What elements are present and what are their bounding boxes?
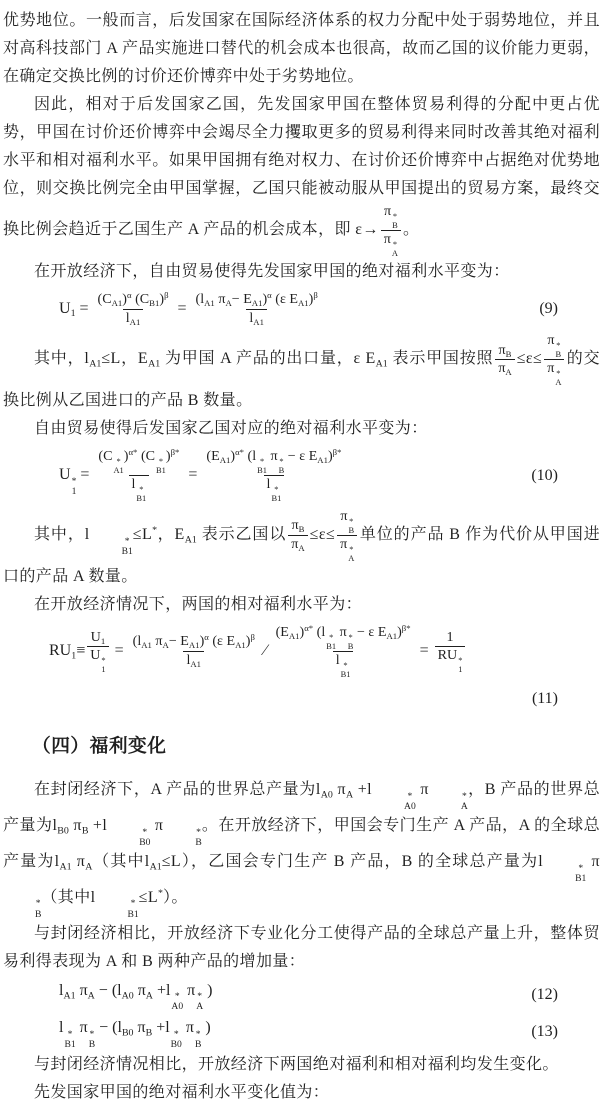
paragraph-closed-economy-output: 在封闭经济下，A 产品的世界总产量为$l_{A0}$ $\pi_A +l$ * A0 π * A ，B 产品的世界总产量为$l_{B0}$ $\pi_B +l$ * B0 π * B 。在开放经济下，甲国会专门生产 A 产品，A 的全球总产量为$l_{A1}$ $\pi_A$（其中$l_{A1}\le L$），乙国会专门生产 B 产品，B 的全球总产量为l * B1 π * B （其中l * B1 ≤L*）。 [3, 780, 600, 920]
equation-12-number: (12) [531, 985, 558, 1003]
equation-11 [3, 619, 600, 684]
paragraph-relative-welfare-intro: 在开放经济情况下，两国的相对福利水平为： [34, 595, 363, 613]
paragraph-continuation: 优势地位。一般而言，后发国家在国际经济体系的权力分配中处于弱势地位，并且对高科技部门 A 产品实施进口替代的机会成本也很高，故而乙国的议价能力更弱，在确定交换比例的讨价还价博弈中处于劣势地位。 [3, 12, 600, 85]
equation-12 [3, 976, 600, 1014]
equation-9-body: $U_1$ = $\frac{(C_{A1})^\alpha (C_{B1})^\beta}{l_{A1}}$ = $\frac{(l_{A1} \pi_A- E_{A1})^\alpha (\varepsilon E_{A1})^\beta}{l_{A1}}$ [59, 289, 318, 327]
paragraph-trade-gains: 与封闭经济相比，开放经济下专业化分工使得产品的全球总产量上升，整体贸易利得表现为 A 和 B 两种产品的增加量： [3, 924, 600, 970]
section-heading-welfare-change: （四）福利变化 [32, 735, 167, 757]
equation-13 [3, 1013, 600, 1051]
equation-13-number: (13) [531, 1023, 558, 1041]
paragraph-country-a-change-intro: 先发国家甲国的绝对福利水平变化值为： [34, 1084, 330, 1102]
equation-12-body: $l_{A1}$ $\pi_A - (l_{A0}$ $\pi_A +l$ * A0 π * A ) [59, 981, 213, 1013]
paragraph-eq10-definitions: 其中，l * B1 ≤L*，$E_{A1}$ 表示乙国以 $\frac{\pi_B}{\pi_A}$ ≤ε≤ π * B π * A 单位的产品 B 作为代价从甲国进口的产品 A 数量。 [3, 508, 601, 585]
equation-13-body: l * B1 π * B − ($l_{B0}$ $\pi_B +l$ * B0 π * B ) [59, 1019, 211, 1051]
equation-11-number: (11) [531, 689, 558, 707]
paragraph-eq9-definitions: 其中，$l_{A1}\le L$，$E_{A1}$ 为甲国 A 产品的出口量，ε $E_{A1}$ 表示甲国按照 $\frac{\pi_B}{\pi_A}$ ≤ε≤ π * B π * A 的交换比例从乙国进口的产品 B 数量。 [3, 332, 600, 410]
paragraph-country-b-welfare-intro: 自由贸易使得后发国家乙国对应的绝对福利水平变为： [34, 420, 428, 438]
paragraph-welfare-change-note: 与封闭经济情况相比，开放经济下两国绝对福利和相对福利均发生变化。 [34, 1056, 559, 1074]
equation-9 [3, 286, 600, 332]
paragraph-open-economy-intro: 在开放经济下，自由贸易使得先发国家甲国的绝对福利水平变为： [34, 262, 510, 280]
equation-11-body: $RU_1\equiv$ $U_1$ U * 1 = $\frac{(l_{A1} \pi_A- E_{A1})^\alpha (\varepsilon E_{A1})^\beta}{l_{A1}}$ ∕ $(E_{A1})^{\alpha*}$ (l * B1 π * B − ε $E_{A1})^{\beta*}$ l * B1 = 1 RU * 1 [49, 624, 467, 679]
equation-10-number: (10) [531, 466, 558, 484]
equation-10-body: U * 1 = (C * A1 )$^{\alpha*}$ (C * B1 )$^{\beta*}$ l * B1 = $(E_{A1})^{\alpha*}$ (l * B1 π * B − ε $E_{A1})^{\beta*}$ l * B1 [59, 446, 342, 504]
equation-9-number: (9) [539, 300, 558, 318]
paragraph-bargaining: 因此，相对于后发国家乙国，先发国家甲国在整体贸易利得的分配中更占优势，甲国在讨价还价博弈中会竭尽全力攫取更多的贸易利得来同时改善其绝对福利水平和相对福利水平。如果甲国拥有绝对权力、在讨价还价博弈中占据绝对优势地位，则交换比例完全由甲国掌握，乙国只能被动服从甲国提出的贸易方案，最终交换比例会趋近于乙国生产 A 产品的机会成本，即 ε→ π * B π * A 。 [3, 96, 600, 259]
equation-10 [3, 443, 600, 508]
